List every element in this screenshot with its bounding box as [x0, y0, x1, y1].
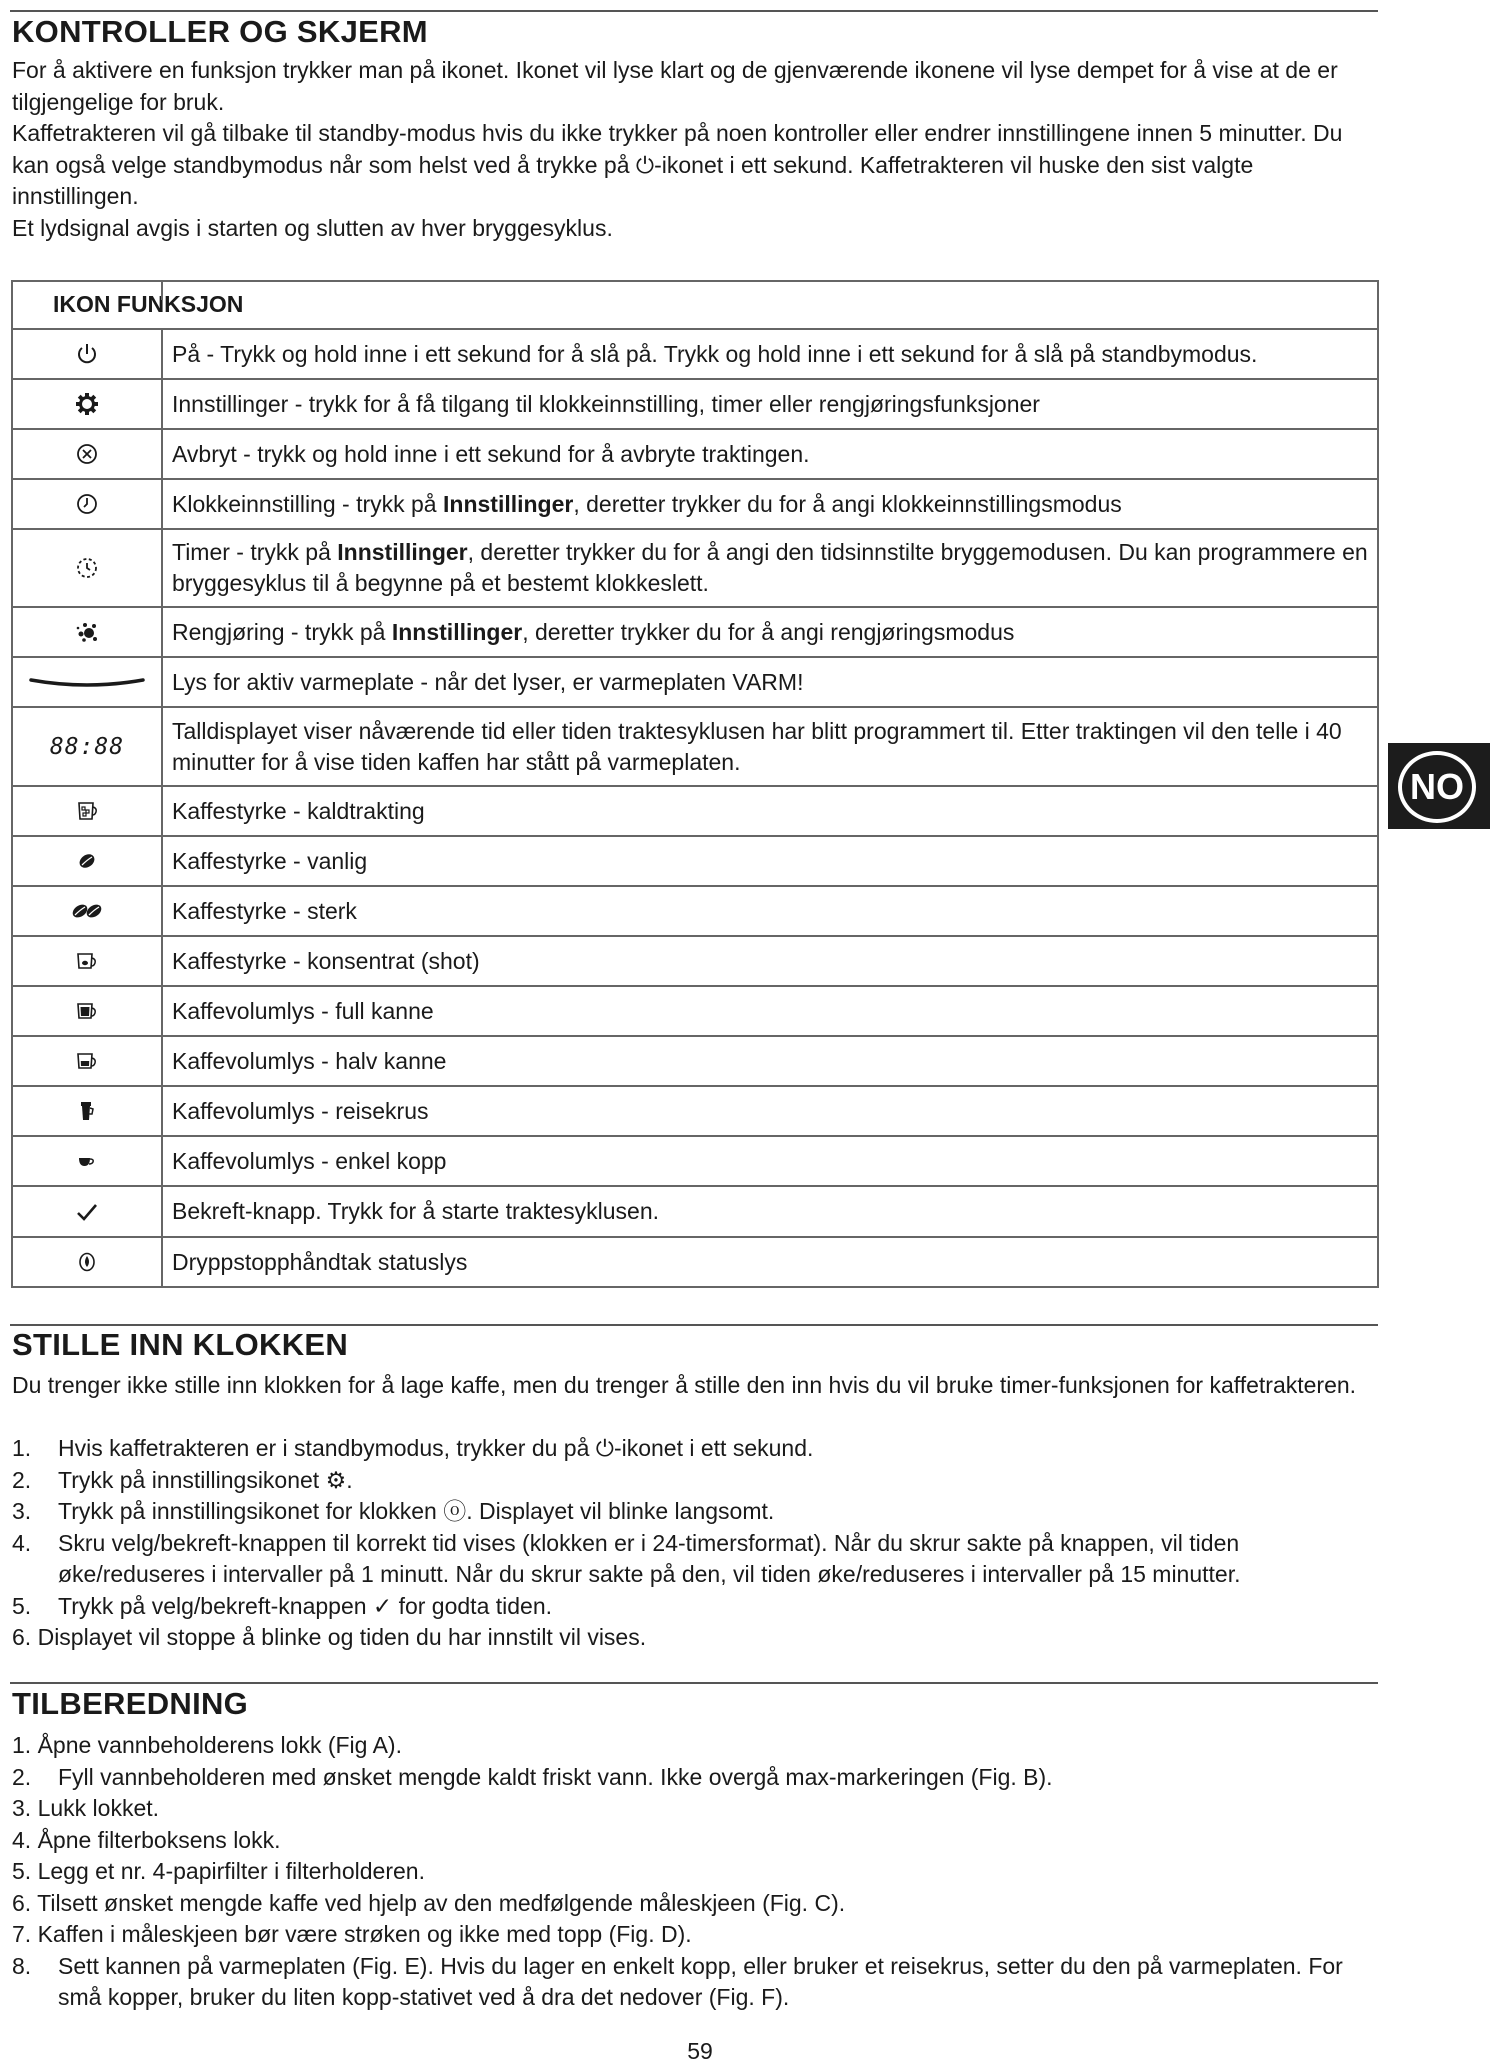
section-rule [10, 1682, 1378, 1684]
function-text: På - Trykk og hold inne i ett sekund for å slå på. Trykk og hold inne i ett sekund for å slå på standbymodus. [162, 329, 1378, 379]
text-pre: Klokkeinnstilling - trykk på [172, 490, 443, 517]
clock-steps [12, 1433, 1382, 1654]
cold-brew-icon [76, 800, 98, 822]
section-title-controls: KONTROLLER OG SKJERM [12, 14, 428, 49]
table-header-row [12, 281, 1378, 329]
list-item [12, 1762, 1382, 1794]
header-icon-label: IKON [53, 291, 111, 317]
step-number: 5. [12, 1592, 32, 1619]
list-item [12, 1622, 1382, 1654]
list-item [12, 1730, 1382, 1762]
timer-icon [76, 557, 98, 579]
function-text: Kaffevolumlys - reisekrus [162, 1086, 1378, 1136]
function-text: Innstillinger - trykk for å få tilgang til klokkeinnstilling, timer eller rengjøringsfunksjoner [162, 379, 1378, 429]
step-text: Tilsett ønsket mengde kaffe ved hjelp av den medfølgende måleskjeen (Fig. C). [37, 1889, 846, 1916]
table-row [12, 1036, 1378, 1086]
step-text: Kaffen i måleskjeen bør være strøken og ikke med topp (Fig. D). [37, 1921, 692, 1947]
settings-keyword: Innstillinger [443, 490, 574, 517]
table-row [12, 329, 1378, 379]
list-item [12, 1528, 1382, 1591]
icon-cell [12, 1036, 162, 1086]
step-text: Sett kannen på varmeplaten (Fig. E). Hvis du lager en enkelt kopp, eller bruker et reisekrus, setter du den på varmeplaten. For små kopper, bruker du liten kopp-stativet ved å dra det nedover (Fig. F). [58, 1952, 1343, 2010]
paragraph: For å aktivere en funksjon trykker man på ikonet. Ikonet vil lyse klart og de gjenværende ikonene vil lyse dempet for å vise at de er tilgjengelige for bruk. [12, 57, 1338, 115]
step-number: 7. [12, 1921, 32, 1947]
list-item [12, 1465, 1382, 1497]
paragraph: Et lydsignal avgis i starten og slutten av hver bryggesyklus. [12, 214, 613, 241]
list-item [12, 1496, 1382, 1528]
icon-cell [12, 607, 162, 657]
icon-cell [12, 379, 162, 429]
power-icon [76, 342, 98, 366]
icon-cell [12, 657, 162, 707]
list-item [12, 1793, 1382, 1825]
warming-plate-light-icon [29, 676, 145, 688]
step-text: Hvis kaffetrakteren er i standbymodus, trykker du på ⏻-ikonet i ett sekund. [58, 1435, 814, 1461]
function-text: Kaffestyrke - konsentrat (shot) [162, 936, 1378, 986]
page-number: 59 [687, 2038, 713, 2064]
function-text: Dryppstopphåndtak statuslys [162, 1237, 1378, 1287]
table-row [12, 379, 1378, 429]
icon-cell [12, 986, 162, 1036]
icon-cell [12, 1086, 162, 1136]
settings-keyword: Innstillinger [391, 618, 523, 645]
step-number: 5. [12, 1858, 32, 1884]
step-number: 3. [12, 1795, 32, 1821]
function-text: Kaffestyrke - sterk [162, 886, 1378, 936]
icon-cell [12, 329, 162, 379]
table-row [12, 1136, 1378, 1186]
step-text: Lukk lokket. [37, 1795, 160, 1821]
table-row [12, 529, 1378, 607]
header-divider [161, 282, 163, 300]
step-text: Åpne vannbeholderens lokk (Fig A). [37, 1732, 402, 1758]
icon-cell [12, 836, 162, 886]
list-item [12, 1825, 1382, 1857]
paragraph: Kaffetrakteren vil gå tilbake til standby-modus hvis du ikke trykker på noen kontroller eller endrer innstillingene innen 5 minutter. Du kan også velge standbymodus når som helst ved å trykke på ⏻-ikonet i ett sekund. Kaffetrakteren vil huske den sist valgte innstillingen. [12, 120, 1343, 209]
clock-icon [76, 493, 98, 515]
list-item [12, 1888, 1382, 1920]
drip-stop-icon [77, 1251, 97, 1273]
step-number: 4. [12, 1529, 32, 1556]
function-text [162, 479, 1378, 529]
table-row [12, 607, 1378, 657]
step-text: Trykk på velg/bekreft-knappen ✓ for godta tiden. [58, 1592, 553, 1619]
list-item [12, 1433, 1382, 1465]
step-number: 2. [12, 1466, 32, 1493]
language-code: NO [1398, 751, 1476, 823]
table-row [12, 1086, 1378, 1136]
icon-cell [12, 1136, 162, 1186]
travel-mug-icon [79, 1100, 95, 1122]
icon-cell [12, 707, 162, 786]
step-number: 1. [12, 1435, 32, 1461]
step-number: 6. [12, 1889, 32, 1916]
section-rule [10, 1324, 1378, 1326]
step-number: 4. [12, 1826, 32, 1853]
function-text: Talldisplayet viser nåværende tid eller tiden traktesyklusen har blitt programmert til. Etter traktingen vil den telle i 40 minutter for å vise tiden kaffen har stått på varmeplaten. [162, 707, 1378, 786]
function-text: Avbryt - trykk og hold inne i ett sekund for å avbryte traktingen. [162, 429, 1378, 479]
table-row [12, 657, 1378, 707]
cleaning-icon [74, 620, 100, 644]
cancel-icon [76, 443, 98, 465]
table-row [12, 1186, 1378, 1237]
step-text: Skru velg/bekreft-knappen til korrekt tid vises (klokken er i 24-timersformat). Når du skrur sakte på knappen, vil tiden øke/reduseres i intervaller på 1 minutt. Når du skrur sakte på den, vil tiden øke/reduseres i intervaller på 15 minutter. [58, 1529, 1241, 1587]
step-text: Fyll vannbeholderen med ønsket mengde kaldt friskt vann. Ikke overgå max-markeringen (Fig. B). [58, 1763, 1053, 1790]
list-item [12, 1919, 1382, 1951]
text-post: , deretter trykker du for å angi rengjøringsmodus [522, 618, 1015, 645]
preparation-steps [12, 1730, 1382, 2014]
table-row [12, 479, 1378, 529]
function-text: Kaffestyrke - kaldtrakting [162, 786, 1378, 836]
function-text: Bekreft-knapp. Trykk for å starte traktesyklusen. [162, 1186, 1378, 1237]
table-row [12, 836, 1378, 886]
function-text [162, 529, 1378, 607]
icon-cell [12, 936, 162, 986]
step-text: Trykk på innstillingsikonet for klokken ⓞ. Displayet vil blinke langsomt. [58, 1498, 775, 1524]
list-item [12, 1951, 1382, 2014]
section-title-preparation: TILBEREDNING [12, 1686, 249, 1721]
digital-display-icon: 88:88 [49, 734, 125, 760]
function-text: Kaffevolumlys - full kanne [162, 986, 1378, 1036]
strong-beans-icon [70, 902, 104, 920]
single-cup-icon [77, 1153, 97, 1169]
settings-gear-icon [75, 392, 99, 416]
regular-bean-icon [77, 852, 97, 870]
icon-cell [12, 479, 162, 529]
step-number: 3. [12, 1498, 32, 1524]
table-row [12, 936, 1378, 986]
text-post: , deretter trykker du for å angi den tidsinnstilte bryggemodusen. Du kan programmere en bryggesyklus til å begynne på et bestemt klokkeslett. [172, 539, 1368, 596]
text-pre: Timer - trykk på [172, 539, 338, 565]
function-text: Kaffevolumlys - halv kanne [162, 1036, 1378, 1086]
table-row [12, 1237, 1378, 1287]
full-carafe-icon [75, 1000, 99, 1022]
section-title-clock: STILLE INN KLOKKEN [12, 1327, 349, 1362]
icon-cell [12, 886, 162, 936]
icon-cell [12, 529, 162, 607]
clock-intro: Du trenger ikke stille inn klokken for å lage kaffe, men du trenger å stille den inn hvis du vil bruke timer-funksjonen for kaffetrakteren. [12, 1372, 1357, 1398]
function-text: Lys for aktiv varmeplate - når det lyser, er varmeplaten VARM! [162, 657, 1378, 707]
table-header [12, 281, 1378, 329]
icon-function-table [11, 280, 1379, 1288]
step-text: Legg et nr. 4-papirfilter i filterholderen. [37, 1858, 425, 1884]
icon-cell [12, 786, 162, 836]
list-item [12, 1856, 1382, 1888]
function-text: Kaffestyrke - vanlig [162, 836, 1378, 886]
header-labels [53, 291, 243, 318]
step-number: 1. [12, 1732, 32, 1758]
icon-cell [12, 1237, 162, 1287]
section-rule [10, 10, 1378, 12]
table-row [12, 886, 1378, 936]
half-carafe-icon [75, 1050, 99, 1072]
icon-cell [12, 1186, 162, 1237]
text-post: , deretter trykker du for å angi klokkeinnstillingsmodus [573, 490, 1122, 517]
table-row [12, 786, 1378, 836]
concentrate-shot-icon [75, 950, 99, 972]
table-row [12, 986, 1378, 1036]
table-row [12, 707, 1378, 786]
settings-keyword: Innstillinger [337, 539, 468, 565]
list-item [12, 1591, 1382, 1623]
table-row [12, 429, 1378, 479]
controls-intro [12, 55, 1382, 244]
icon-cell [12, 429, 162, 479]
step-number: 6. [12, 1624, 32, 1650]
function-text: Kaffevolumlys - enkel kopp [162, 1136, 1378, 1186]
step-number: 8. [12, 1952, 32, 1979]
step-text: Trykk på innstillingsikonet ⚙. [58, 1466, 353, 1493]
text-pre: Rengjøring - trykk på [172, 618, 392, 645]
checkmark-icon [76, 1202, 98, 1222]
step-number: 2. [12, 1763, 32, 1790]
function-text [162, 607, 1378, 657]
language-tab [1388, 743, 1490, 829]
step-text: Displayet vil stoppe å blinke og tiden du har innstilt vil vises. [37, 1624, 647, 1650]
header-function-label: FUNKSJON [116, 291, 244, 317]
step-text: Åpne filterboksens lokk. [37, 1826, 281, 1853]
